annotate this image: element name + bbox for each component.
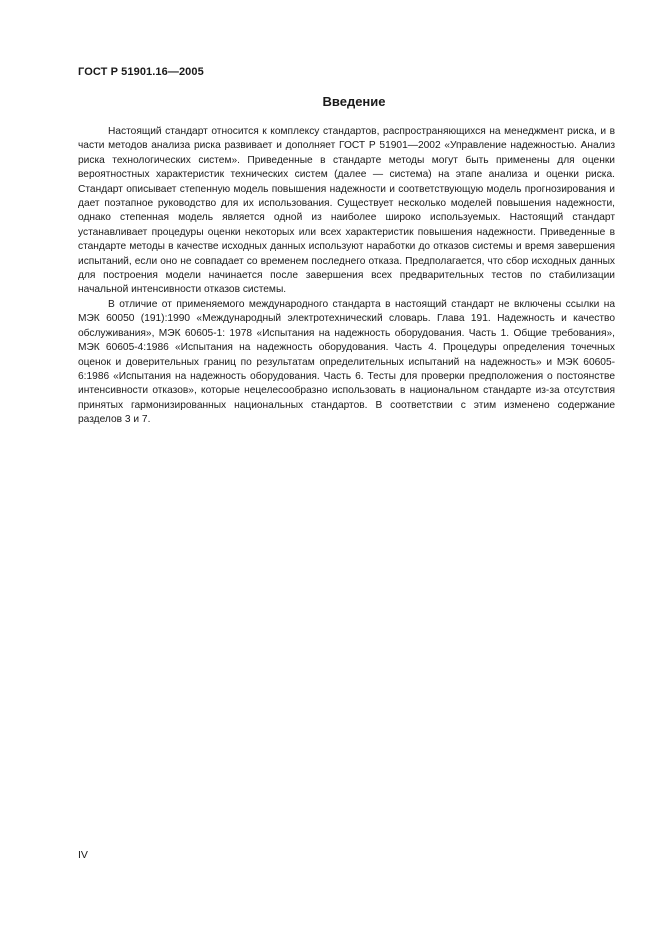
paragraph-2: В отличие от применяемого международного стандарта в настоящий стандарт не включены ссылки на МЭК 60050 (191):1990 «Международный электротехнический словарь. Глава 191. Надежность и качество обслуживания», МЭК 60605-1: 1978 «Испытания на надежность оборудования. Часть 1. Общие требования», МЭК 60605-4:1986 «Испытания на надежность оборудования. Часть 4. Процедуры определения точечных оценок и доверительных границ по результатам определительных испытаний на надежность» и МЭК 60605-6:1986 «Испытания на надежность оборудования. Часть 6. Тесты для проверки предположения о постоянстве интенсивности отказов», которые нецелесообразно использовать в национальном стандарте из-за отсутствия принятых гармонизированных национальных стандартов. В соответствии с этим изменено содержание разделов 3 и 7. <box>78 298 615 426</box>
body-text <box>78 125 615 428</box>
page-number: IV <box>78 849 88 861</box>
paragraph-1: Настоящий стандарт относится к комплексу стандартов, распространяющихся на менеджмент риска, и в части методов анализа риска развивает и дополняет ГОСТ Р 51901—2002 «Управление надежностью. Анализ риска технологических систем». Приведенные в стандарте методы могут быть применены для оценки вероятностных характеристик технических систем (далее — система) на этапе анализа и оценки риска. Стандарт описывает степенную модель повышения надежности и соответствующую модель прогнозирования и дает поэтапное руководство для их использования. Существует несколько моделей повышения надежности, однако степенная модель является одной из наиболее широко используемых. Настоящий стандарт устанавливает процедуры оценки некоторых или всех характеристик повышения надежности. Приведенные в стандарте методы в качестве исходных данных используют наработки до отказов системы и время завершения испытаний, если оно не совпадает со временем последнего отказа. Предполагается, что сбор исходных данных для построения модели начинается после завершения всех предварительных тестов по стабилизации начальной интенсивности отказов системы. <box>78 126 615 296</box>
section-title: Введение <box>322 94 386 109</box>
document-header: ГОСТ Р 51901.16—2005 <box>78 66 204 78</box>
